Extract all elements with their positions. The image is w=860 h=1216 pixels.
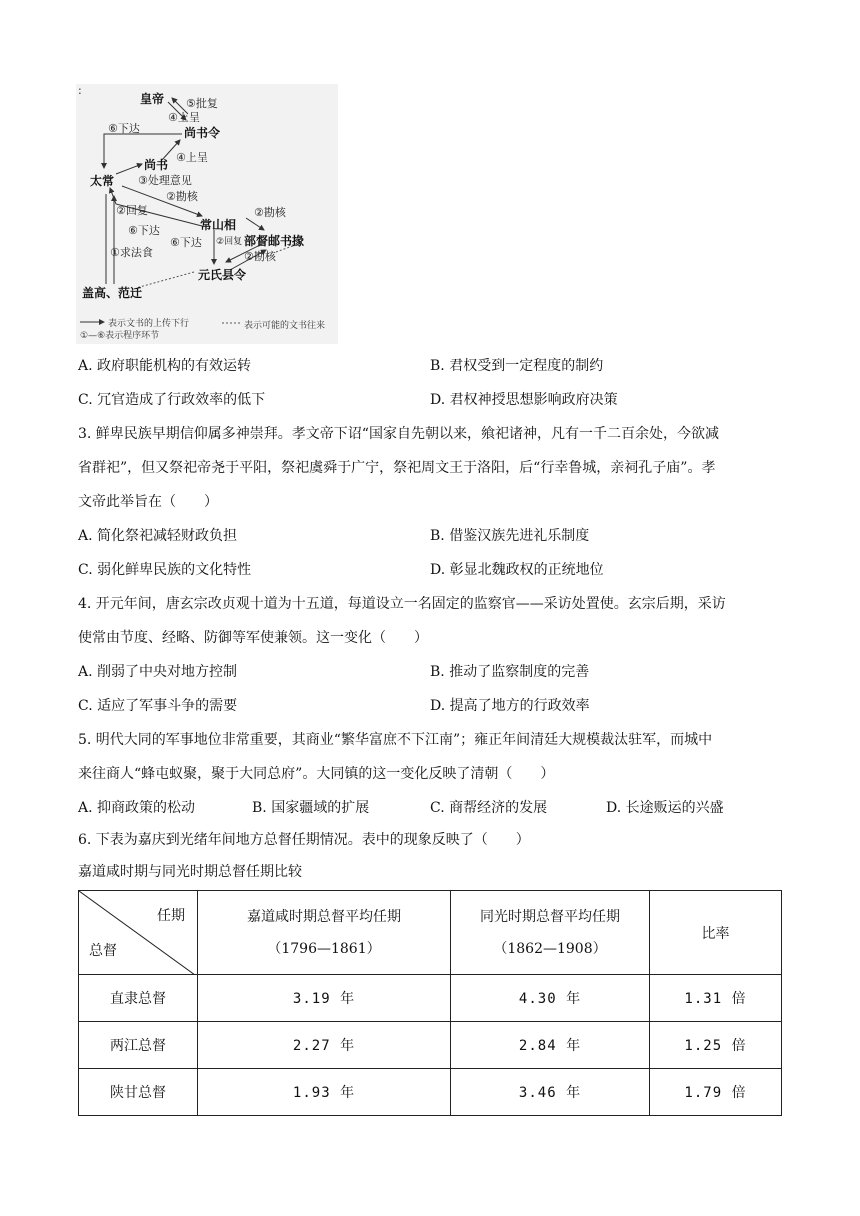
table-header-row <box>79 891 782 975</box>
corner-bottom-label: 总督 <box>89 943 117 959</box>
option-text: 抑商政策的松动 <box>97 800 196 816</box>
cell-term-a: 3.19 年 <box>198 975 451 1022</box>
option-key: A. <box>78 664 93 680</box>
label-verify-a: ②勘核 <box>166 190 198 203</box>
q4-option-a[interactable] <box>78 662 237 682</box>
option-key: A. <box>78 358 93 374</box>
col-header-line: （1796—1861） <box>267 940 381 957</box>
option-key: C. <box>78 392 93 408</box>
label-reply: ②回复 <box>116 204 148 217</box>
corner-divider <box>79 891 195 975</box>
option-key: A. <box>78 800 93 816</box>
label-opinion: ③处理意见 <box>138 174 192 187</box>
label-verify-b: ②勘核 <box>254 206 286 219</box>
cell-term-b: 3.46 年 <box>451 1069 650 1116</box>
flowchart-figure <box>76 84 338 344</box>
legend-steps: ①—⑥表示程序环节 <box>80 331 160 341</box>
option-text: 借鉴汉族先进礼乐制度 <box>449 528 590 544</box>
cell-term-b: 4.30 年 <box>451 975 650 1022</box>
q3-option-c[interactable] <box>78 560 251 580</box>
option-key: C. <box>78 562 93 578</box>
q5-stem-line-2: 来往商人“蜂屯蚁聚，聚于大同总府”。大同镇的这一变化反映了清朝（ ） <box>78 766 555 782</box>
row-name: 直隶总督 <box>79 975 198 1022</box>
option-key: B. <box>252 800 267 816</box>
option-text: 国家疆域的扩展 <box>271 800 370 816</box>
col-header-ratio: 比率 <box>650 891 782 975</box>
q4-option-d[interactable] <box>430 696 590 716</box>
label-verify-c: ②勘核 <box>244 250 276 263</box>
q3-stem-line-3: 文帝此举旨在（ ） <box>78 494 218 510</box>
node-budu: 部督邮书掾 <box>244 234 305 248</box>
node-shangshu: 尚书 <box>144 158 169 172</box>
option-text: 商帮经济的发展 <box>449 800 548 816</box>
legend-solid: 表示文书的上传下行 <box>108 319 190 329</box>
q4-stem-line-2: 使常由节度、经略、防御等军使兼领。这一变化（ ） <box>78 630 428 646</box>
q3-option-b[interactable] <box>430 526 589 546</box>
table-row <box>79 1022 782 1069</box>
q4-option-c[interactable] <box>78 696 237 716</box>
option-text: 君权受到一定程度的制约 <box>449 358 604 374</box>
col-header-tongguang <box>451 891 650 975</box>
table-row <box>79 975 782 1022</box>
label-down-b: ⑥下达 <box>128 224 160 237</box>
node-emperor: 皇帝 <box>140 92 165 106</box>
governor-term-table <box>78 890 782 1116</box>
node-taichang: 太常 <box>90 174 115 188</box>
node-shangshuling: 尚书令 <box>184 126 221 140</box>
row-name: 两江总督 <box>79 1022 198 1069</box>
col-header-jiadaoxian <box>198 891 451 975</box>
col-header-line: 同光时期总督平均任期 <box>480 908 620 925</box>
cell-ratio: 1.31 倍 <box>650 975 782 1022</box>
option-key: D. <box>430 392 446 408</box>
corner-top-label: 任期 <box>157 908 185 924</box>
option-text: 适应了军事斗争的需要 <box>97 698 238 714</box>
q2-option-c[interactable] <box>78 390 265 410</box>
option-text: 君权神授思想影响政府决策 <box>449 392 618 408</box>
q5-option-c[interactable] <box>430 798 547 818</box>
option-key: D. <box>430 698 446 714</box>
cell-term-a: 2.27 年 <box>198 1022 451 1069</box>
node-yuanshi: 元氏县令 <box>198 268 247 282</box>
option-key: D. <box>606 800 622 816</box>
cell-ratio: 1.25 倍 <box>650 1022 782 1069</box>
option-text: 提高了地方的行政效率 <box>449 698 590 714</box>
q5-option-a[interactable] <box>78 798 195 818</box>
q4-option-b[interactable] <box>430 662 589 682</box>
q2-option-a[interactable] <box>78 356 251 376</box>
cell-term-b: 2.84 年 <box>451 1022 650 1069</box>
node-gaihao: 盖高、范迁 <box>82 286 143 300</box>
top-mark: : <box>78 84 82 97</box>
table-title: 嘉道咸时期与同光时期总督任期比较 <box>78 864 302 880</box>
q3-stem-line-2: 省群祀”，但又祭祀帝尧于平阳，祭祀虞舜于广宁，祭祀周文王于洛阳，后“行幸鲁城，亲祠孔子庙”。孝 <box>78 460 716 476</box>
label-down-c: ⑥下达 <box>170 236 202 249</box>
q2-option-b[interactable] <box>430 356 603 376</box>
option-text: 冗官造成了行政效率的低下 <box>97 392 266 408</box>
corner-diagonal-line <box>79 891 195 975</box>
label-approve: ⑤批复 <box>186 97 218 110</box>
q6-stem: 6. 下表为嘉庆到光绪年间地方总督任期情况。表中的现象反映了（ ） <box>78 832 530 848</box>
cell-term-a: 1.93 年 <box>198 1069 451 1116</box>
option-text: 简化祭祀减轻财政负担 <box>97 528 238 544</box>
label-report-a: ④上呈 <box>168 111 200 124</box>
table-row <box>79 1069 782 1116</box>
option-key: C. <box>430 800 445 816</box>
q2-option-d[interactable] <box>430 390 618 410</box>
label-report-b: ④上呈 <box>176 151 208 164</box>
option-text: 长途贩运的兴盛 <box>625 800 724 816</box>
option-text: 政府职能机构的有效运转 <box>97 358 252 374</box>
col-header-line: （1862—1908） <box>493 940 607 957</box>
q5-option-b[interactable] <box>252 798 369 818</box>
option-text: 推动了监察制度的完善 <box>449 664 590 680</box>
option-key: B. <box>430 528 445 544</box>
col-header-line: 嘉道咸时期总督平均任期 <box>247 908 401 925</box>
q5-stem-line-1: 5. 明代大同的军事地位非常重要，其商业“繁华富庶不下江南”；雍正年间清廷大规模裁汰驻军，而城中 <box>78 732 713 748</box>
legend-dotted: 表示可能的文书往来 <box>244 321 326 331</box>
label-down-a: ⑥下达 <box>108 122 140 135</box>
row-name: 陕甘总督 <box>79 1069 198 1116</box>
cell-ratio: 1.79 倍 <box>650 1069 782 1116</box>
q4-stem-line-1: 4. 开元年间，唐玄宗改贞观十道为十五道，每道设立一名固定的监察官——采访处置使。玄宗后期，采访 <box>78 596 726 612</box>
option-key: B. <box>430 358 445 374</box>
q3-stem-line-1: 3. 鲜卑民族早期信仰属多神崇拜。孝文帝下诏“国家自先朝以来，飨祀诸神，凡有一千二百余处，今欲减 <box>78 426 719 442</box>
option-text: 弱化鲜卑民族的文化特性 <box>97 562 252 578</box>
corner-cell <box>79 891 198 975</box>
q5-option-d[interactable] <box>606 798 724 818</box>
q3-option-a[interactable] <box>78 526 237 546</box>
label-return: ②回复 <box>216 237 243 247</box>
option-key: B. <box>430 664 445 680</box>
option-key: D. <box>430 562 446 578</box>
option-key: A. <box>78 528 93 544</box>
label-request: ①求法食 <box>110 246 153 259</box>
option-key: C. <box>78 698 93 714</box>
q3-option-d[interactable] <box>430 560 604 580</box>
option-text: 彰显北魏政权的正统地位 <box>449 562 604 578</box>
option-text: 削弱了中央对地方控制 <box>97 664 238 680</box>
node-changshanxiang: 常山相 <box>200 218 237 232</box>
